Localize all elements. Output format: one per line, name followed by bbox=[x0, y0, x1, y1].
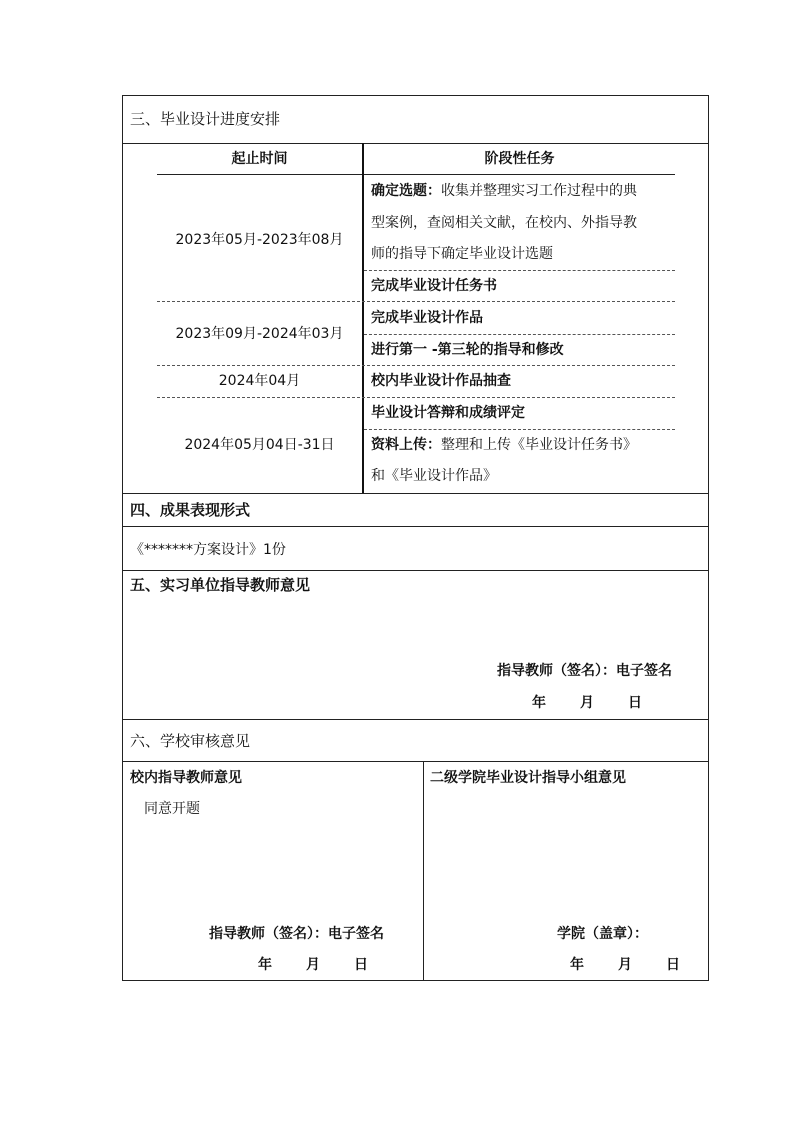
school-advisor-date-month: 月 bbox=[306, 957, 320, 973]
college-date-month: 月 bbox=[618, 957, 632, 973]
column-header-task: 阶段性任务 bbox=[484, 151, 555, 167]
row-divider bbox=[157, 397, 675, 398]
row-time: 2023年05月-2023年08月 bbox=[175, 232, 344, 248]
section3-heading-divider bbox=[122, 143, 709, 144]
college-group-title: 二级学院毕业设计指导小组意见 bbox=[430, 770, 626, 786]
section6-heading-divider bbox=[122, 761, 709, 762]
section5-date-day: 日 bbox=[628, 695, 642, 711]
row-time: 2024年04月 bbox=[218, 373, 301, 389]
section5-date-month: 月 bbox=[580, 695, 594, 711]
task-text: 进行第一 -第三轮的指导和修改 bbox=[371, 342, 564, 358]
school-advisor-date-day: 日 bbox=[354, 957, 368, 973]
task-item bbox=[371, 182, 637, 200]
task-text: 型案例，查阅相关文献，在校内、外指导教 bbox=[371, 215, 637, 231]
school-advisor-signature: 指导教师（签名）：电子签名 bbox=[209, 926, 384, 942]
schedule-header-divider bbox=[157, 174, 675, 175]
section5-date-year: 年 bbox=[532, 695, 546, 711]
section5-heading: 五、实习单位指导教师意见 bbox=[130, 576, 311, 594]
task-text: 毕业设计答辩和成绩评定 bbox=[371, 405, 525, 421]
task-text: 完成毕业设计任务书 bbox=[371, 278, 497, 294]
row-time: 2023年09月-2024年03月 bbox=[175, 326, 344, 342]
outer-border-right bbox=[708, 95, 709, 980]
section4-content: 《*******方案设计》1份 bbox=[130, 542, 286, 558]
college-date-year: 年 bbox=[570, 957, 584, 973]
row-time: 2024年05月04日-31日 bbox=[184, 437, 335, 453]
row-divider bbox=[364, 270, 675, 271]
section6-column-divider bbox=[423, 761, 424, 980]
section5-top-divider bbox=[122, 570, 709, 571]
college-seal: 学院（盖章）： bbox=[557, 926, 648, 942]
school-advisor-title: 校内指导教师意见 bbox=[130, 770, 242, 786]
row-divider bbox=[364, 429, 675, 430]
task-text: 收集并整理实习工作过程中的典 bbox=[441, 183, 637, 199]
column-header-time: 起止时间 bbox=[231, 151, 288, 167]
section4-top-divider bbox=[122, 493, 709, 494]
task-text: 和《毕业设计作品》 bbox=[371, 468, 497, 484]
row-divider bbox=[157, 301, 675, 302]
section4-heading: 四、成果表现形式 bbox=[130, 501, 251, 519]
task-text: 整理和上传《毕业设计任务书》 bbox=[441, 437, 637, 453]
outer-border-left bbox=[122, 95, 123, 980]
task-item bbox=[371, 436, 637, 454]
row-divider bbox=[364, 334, 675, 335]
school-advisor-content: 同意开题 bbox=[144, 801, 200, 817]
schedule-column-divider bbox=[362, 143, 364, 493]
section5-signature: 指导教师（签名）：电子签名 bbox=[497, 663, 672, 679]
section4-heading-divider bbox=[122, 526, 709, 527]
row-divider bbox=[157, 365, 675, 366]
college-date-day: 日 bbox=[666, 957, 680, 973]
section6-top-divider bbox=[122, 719, 709, 720]
bottom-border bbox=[122, 980, 709, 981]
school-advisor-date-year: 年 bbox=[258, 957, 272, 973]
task-text: 完成毕业设计作品 bbox=[371, 310, 483, 326]
task-text: 师的指导下确定毕业设计选题 bbox=[371, 246, 553, 262]
top-border bbox=[122, 95, 709, 96]
section6-heading: 六、学校审核意见 bbox=[130, 732, 251, 750]
section3-heading: 三、毕业设计进度安排 bbox=[130, 110, 281, 128]
task-text: 校内毕业设计作品抽查 bbox=[371, 373, 511, 389]
task-label: 确定选题： bbox=[371, 183, 441, 199]
task-label: 资料上传： bbox=[371, 437, 441, 453]
